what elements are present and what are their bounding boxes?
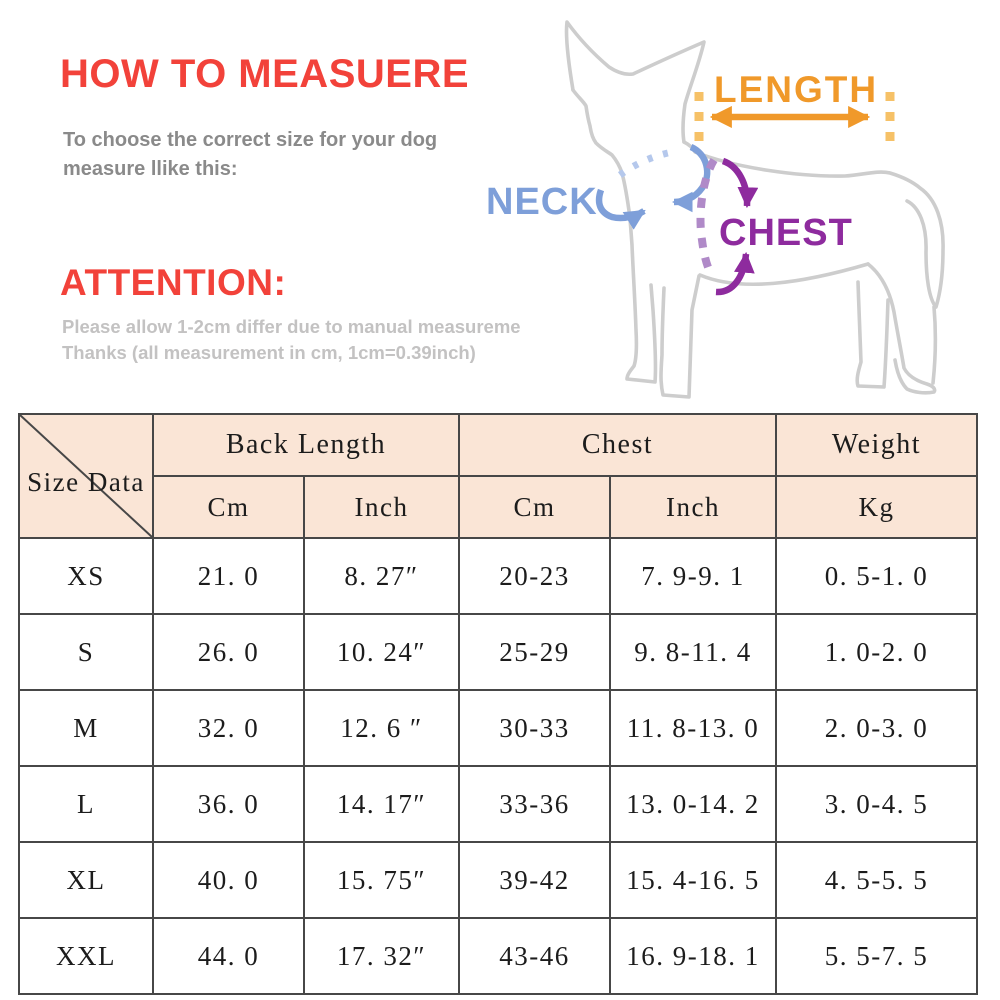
back-cm-cell: 21. 0 — [153, 538, 304, 614]
back-inch-cell: 17. 32″ — [304, 918, 459, 994]
unit-header-back-inch: Inch — [304, 476, 459, 538]
chest-cm-cell: 30-33 — [459, 690, 610, 766]
size-cell: XS — [19, 538, 153, 614]
group-header-chest: Chest — [459, 414, 776, 476]
chest-cm-cell: 39-42 — [459, 842, 610, 918]
subtitle-line-1: To choose the correct size for your dog — [63, 129, 438, 151]
table-row-s — [19, 614, 977, 690]
chest-inch-cell: 9. 8-11. 4 — [610, 614, 776, 690]
weight-kg-cell: 0. 5-1. 0 — [776, 538, 977, 614]
chest-arrow-bottom — [716, 254, 746, 292]
chest-cm-cell: 20-23 — [459, 538, 610, 614]
size-cell: S — [19, 614, 153, 690]
size-cell: XL — [19, 842, 153, 918]
back-cm-cell: 32. 0 — [153, 690, 304, 766]
weight-kg-cell: 3. 0-4. 5 — [776, 766, 977, 842]
corner-cell — [19, 414, 153, 538]
table-row-xl — [19, 842, 977, 918]
chest-inch-cell: 7. 9-9. 1 — [610, 538, 776, 614]
subtitle-line-2: measure llike this: — [63, 158, 238, 180]
table-row-m — [19, 690, 977, 766]
back-inch-cell: 15. 75″ — [304, 842, 459, 918]
chest-inch-cell: 13. 0-14. 2 — [610, 766, 776, 842]
attention-note-line-2: Thanks (all measurement in cm, 1cm=0.39inch) — [62, 342, 476, 363]
neck-arrow-left — [599, 190, 644, 218]
table-group-header-row — [19, 414, 977, 476]
attention-title: ATTENTION: — [60, 262, 287, 303]
chest-inch-cell: 11. 8-13. 0 — [610, 690, 776, 766]
size-table — [18, 413, 978, 995]
chest-label: CHEST — [719, 212, 853, 254]
weight-kg-cell: 5. 5-7. 5 — [776, 918, 977, 994]
length-label: LENGTH — [714, 69, 879, 110]
back-cm-cell: 36. 0 — [153, 766, 304, 842]
group-header-weight: Weight — [776, 414, 977, 476]
attention-note-line-1: Please allow 1-2cm differ due to manual measureme — [62, 316, 521, 337]
page-title: HOW TO MEASUERE — [60, 52, 470, 96]
size-cell: M — [19, 690, 153, 766]
table-row-l — [19, 766, 977, 842]
table-row-xxl — [19, 918, 977, 994]
back-cm-cell: 40. 0 — [153, 842, 304, 918]
neck-label: NECK — [486, 181, 598, 223]
back-inch-cell: 14. 17″ — [304, 766, 459, 842]
unit-header-chest-inch: Inch — [610, 476, 776, 538]
chest-cm-cell: 43-46 — [459, 918, 610, 994]
back-cm-cell: 44. 0 — [153, 918, 304, 994]
weight-kg-cell: 2. 0-3. 0 — [776, 690, 977, 766]
table-row-xs — [19, 538, 977, 614]
weight-kg-cell: 1. 0-2. 0 — [776, 614, 977, 690]
back-inch-cell: 10. 24″ — [304, 614, 459, 690]
chest-cm-cell: 25-29 — [459, 614, 610, 690]
size-cell: L — [19, 766, 153, 842]
unit-header-back-cm: Cm — [153, 476, 304, 538]
chest-inch-cell: 16. 9-18. 1 — [610, 918, 776, 994]
neck-dotted-arc — [620, 151, 678, 175]
size-cell: XXL — [19, 918, 153, 994]
unit-header-chest-cm: Cm — [459, 476, 610, 538]
table-unit-header-row — [19, 476, 977, 538]
chest-inch-cell: 15. 4-16. 5 — [610, 842, 776, 918]
back-cm-cell: 26. 0 — [153, 614, 304, 690]
back-inch-cell: 12. 6 ″ — [304, 690, 459, 766]
back-inch-cell: 8. 27″ — [304, 538, 459, 614]
chest-cm-cell: 33-36 — [459, 766, 610, 842]
weight-kg-cell: 4. 5-5. 5 — [776, 842, 977, 918]
unit-header-weight-kg: Kg — [776, 476, 977, 538]
group-header-back-length: Back Length — [153, 414, 459, 476]
corner-label: Size Data — [27, 466, 145, 497]
neck-arrow-right — [674, 147, 707, 202]
